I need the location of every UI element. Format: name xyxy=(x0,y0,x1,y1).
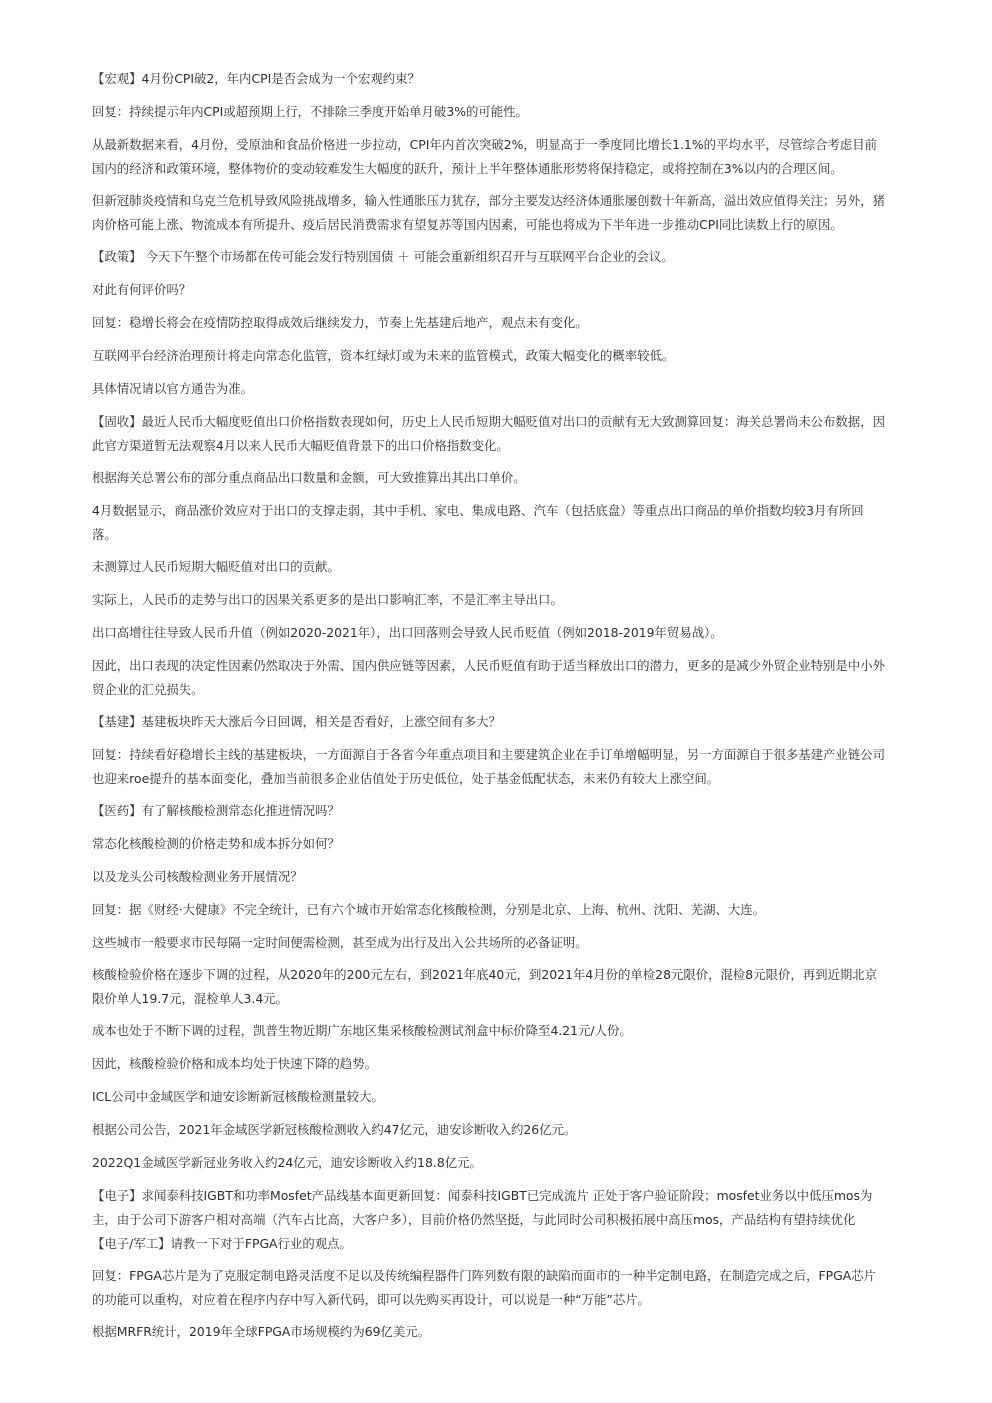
paragraph-medical-question-2: 常态化核酸检测的价格走势和成本拆分如何？ xyxy=(92,836,340,851)
paragraph-fixed-income-answer-5: 出口高增往往导致人民币升值（例如2020-2021年），出口回落则会导致人民币贬值（例如2018-2019年贸易战）。 xyxy=(92,625,723,640)
paragraph-policy-answer-2: 互联网平台经济治理预计将走向常态化监管，资本红绿灯或为未来的监管模式，政策大幅变化的概率较低。 xyxy=(92,348,675,363)
paragraph-macro-answer: 回复：持续提示年内CPI或超预期上行，不排除三季度开始单月破3%的可能性。 xyxy=(92,104,528,119)
paragraph-policy-question-2: 对此有何评价吗？ xyxy=(92,282,192,297)
paragraph-medical-answer-7: 根据公司公告，2021年金域医学新冠核酸检测收入约47亿元，迪安诊断收入约26亿元。 xyxy=(92,1122,577,1137)
paragraph-medical-answer-6: ICL公司中金域医学和迪安诊断新冠核酸检测量较大。 xyxy=(92,1089,384,1104)
paragraph-policy-question-1: 【政策】 今天下午整个市场都在传可能会发行特别国债 ＋ 可能会重新组织召开与互联网平台企业的会议。 xyxy=(92,249,674,264)
paragraph-fpga-answer-2: 根据MRFR统计，2019年全球FPGA市场规模约为69亿美元。 xyxy=(92,1324,431,1339)
paragraph-infra-question: 【基建】基建板块昨天大涨后今日回调，相关是否看好，上涨空间有多大？ xyxy=(92,714,501,729)
paragraph-policy-answer-1: 回复：稳增长将会在疫情防控取得成效后继续发力，节奏上先基建后地产，观点未有变化。 xyxy=(92,315,588,330)
paragraph-fixed-income-answer-1: 根据海关总署公布的部分重点商品出口数量和金额，可大致推算出其出口单价。 xyxy=(92,470,526,485)
paragraph-fpga-answer-1: 回复：FPGA芯片是为了克服定制电路灵活度不足以及传统编程器件门阵列数有限的缺陷而面市的一种半定制电路，在制造完成之后，FPGA芯片 的功能可以重构，对应着在程序内存中写入新代码，即可以先购买再设计，可以说是一种“万能”芯片。 xyxy=(92,1268,877,1307)
paragraph-infra-answer: 回复：持续看好稳增长主线的基建板块，一方面源自于各省今年重点项目和主要建筑企业在手订单增幅明显，另一方面源自于很多基建产业链公司 也迎来roe提升的基本面变化，叠加当前很多企业估值处于历史低位，处于基金低配状态，未来仍有较大上涨空间。 xyxy=(92,747,885,786)
paragraph-medical-answer-8: 2022Q1金域医学新冠业务收入约24亿元，迪安诊断收入约18.8亿元。 xyxy=(92,1155,482,1170)
paragraph-macro-detail-2: 但新冠肺炎疫情和乌克兰危机导致风险挑战增多，输入性通胀压力犹存，部分主要发达经济体通胀屡创数十年新高，溢出效应值得关注；另外，猪 肉价格可能上涨、物流成本有所提升、疫后居民消费需求有望复苏等国内因素，可能也将成为下半年进一步推动CPI同比读数上行的原因。 xyxy=(92,193,885,232)
paragraph-fixed-income-answer-2: 4月数据显示，商品涨价效应对于出口的支撑走弱，其中手机、家电、集成电路、汽车（包括底盘）等重点出口商品的单价指数均较3月有所回 落。 xyxy=(92,503,864,542)
paragraph-medical-answer-4: 成本也处于不断下调的过程，凯普生物近期广东地区集采核酸检测试剂盒中标价降至4.21元/人份。 xyxy=(92,1023,632,1038)
paragraph-fixed-income-question: 【固收】最近人民币大幅度贬值出口价格指数表现如何，历史上人民币短期大幅贬值对出口的贡献有无大致测算回复：海关总署尚未公布数据，因 此官方渠道暂无法观察4月以来人民币大幅贬值背景下的出口价格指数变化。 xyxy=(92,414,885,453)
paragraph-policy-answer-3: 具体情况请以官方通告为准。 xyxy=(92,381,254,396)
paragraph-medical-answer-2: 这些城市一般要求市民每隔一定时间便需检测，甚至成为出行及出入公共场所的必备证明。 xyxy=(92,935,588,950)
paragraph-fixed-income-answer-3: 未测算过人民币短期大幅贬值对出口的贡献。 xyxy=(92,559,340,574)
paragraph-medical-answer-5: 因此，核酸检验价格和成本均处于快速下降的趋势。 xyxy=(92,1056,377,1071)
paragraph-medical-question-1: 【医药】有了解核酸检测常态化推进情况吗？ xyxy=(92,803,340,818)
paragraph-macro-detail-1: 从最新数据来看，4月份，受原油和食品价格进一步拉动，CPI年内首次突破2%，明显高于一季度同比增长1.1%的平均水平，尽管综合考虑目前 国内的经济和政策环境，整体物价的变动较难发生大幅度的跃升，预计上半年整体通胀形势将保持稳定，或将控制在3%以内的合理区间。 xyxy=(92,137,878,176)
paragraph-medical-answer-1: 回复：据《财经·大健康》不完全统计，已有六个城市开始常态化核酸检测，分别是北京、上海、杭州、沈阳、芜湖、大连。 xyxy=(92,902,766,917)
paragraph-medical-question-3: 以及龙头公司核酸检测业务开展情况？ xyxy=(92,869,303,884)
paragraph-macro-question: 【宏观】4月份CPI破2，年内CPI是否会成为一个宏观约束？ xyxy=(92,71,420,86)
paragraph-fixed-income-answer-4: 实际上，人民币的走势与出口的因果关系更多的是出口影响汇率，不是汇率主导出口。 xyxy=(92,592,563,607)
paragraph-fixed-income-answer-6: 因此，出口表现的决定性因素仍然取决于外需、国内供应链等因素，人民币贬值有助于适当释放出口的潜力，更多的是减少外贸企业特别是中小外 贸企业的汇兑损失。 xyxy=(92,658,885,697)
paragraph-medical-answer-3: 核酸检验价格在逐步下调的过程，从2020年的200元左右，到2021年底40元，到2021年4月份的单检28元限价，混检8元限价，再到近期北京 限价单人19.7元，混检单人3.4元。 xyxy=(92,967,878,1006)
paragraph-electronics-question: 【电子】求闻泰科技IGBT和功率Mosfet产品线基本面更新回复：闻泰科技IGBT已完成流片 正处于客户验证阶段；mosfet业务以中低压mos为 主，由于公司下游客户相对高端（汽车占比高，大客户多），目前价格仍然坚挺，与此同时公司积极拓展中高压mos，产品结构有望持续优化 【电子/军工】请教一下对于FPGA行业的观点。 xyxy=(92,1188,873,1251)
